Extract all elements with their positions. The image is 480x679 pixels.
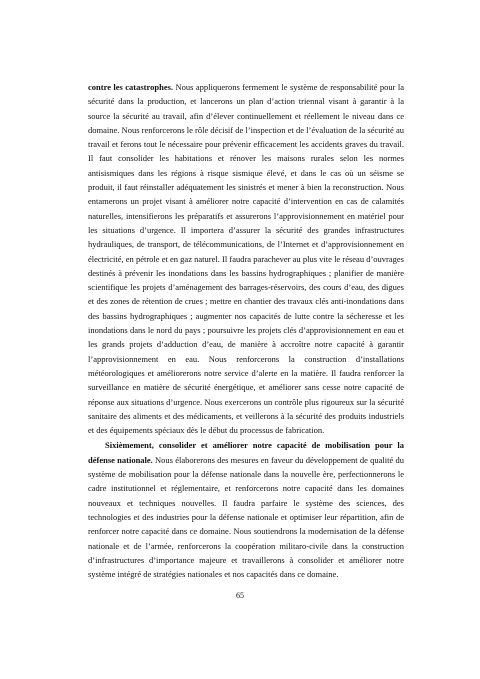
paragraph-national-defense [88, 438, 404, 581]
paragraph-lead-bold: contre les catastrophes. [88, 82, 174, 92]
paragraph-body: Nous appliquerons fermement le système de responsabilité pour la sécurité dans la production, et lancerons un plan d’action triennal visant à garantir à la source la sécurité au travail, afin d’élever continuellement et réellement le niveau dans ce domaine. Nous renforcerons le rôle décisif de l’inspection et de l’évaluation de la sécurité au travail et ferons tout le nécessaire pour prévenir efficacement les accidents graves du travail. Il faut consolider les habitations et rénover les maisons rurales selon les normes antisismiques dans les régions à risque sismique élevé, et dans le cas où un séisme se produit, il faut réinstaller adéquatement les sinistrés et mener à bien la reconstruction. Nous entamerons un projet visant à améliorer notre capacité d’intervention en cas de calamités naturelles, intensifierons les préparatifs et assurerons l’approvisionnement en matériel pour les situations d’urgence. Il importera d’assurer la sécurité des grandes infrastructures hydrauliques, de transport, de télécommunications, de l’Internet et d’approvisionnement en électricité, en pétrole et en gaz naturel. Il faudra parachever au plus vite le réseau d’ouvrages destinés à prévenir les inondations dans les bassins hydrographiques ; planifier de manière scientifique les projets d’aménagement des barrages-réservoirs, des cours d’eau, des digues et des zones de rétention de crues ; mettre en chantier des travaux clés anti-inondations dans des bassins hydrographiques ; augmenter nos capacités de lutte contre la sécheresse et les inondations dans le nord du pays ; poursuivre les projets clés d’approvisionnement en eau et les grands projets d’adduction d’eau, de manière à accroître notre capacité à garantir l’approvisionnement en eau. Nous renforcerons la construction d’installations météorologiques et améliorerons notre service d’alerte en la matière. Il faudra renforcer la surveillance en matière de sécurité énergétique, et améliorer sans cesse notre capacité de réponse aux situations d’urgence. Nous exercerons un contrôle plus rigoureux sur la sécurité sanitaire des aliments et des médicaments, et veillerons à la sécurité des produits industriels et des équipements spéciaux dès le début du processus de fabrication. [88, 82, 405, 436]
page-number: 65 [236, 591, 244, 600]
paragraph-disaster-prevention [88, 80, 404, 437]
paragraph-body: Nous élaborerons des mesures en faveur du développement de qualité du système de mobilisation pour la défense nationale dans la nouvelle ère, perfectionnerons le cadre institutionnel et réglementaire, et renforcerons notre capacité dans les domaines nouveaux et techniques nouvelles. Il faudra parfaire le système des sciences, des technologies et des industries pour la défense nationale et optimiser leur répartition, afin de renforcer notre capacité dans ce domaine. Nous soutiendrons la modernisation de la défense nationale et de l’armée, renforcerons la coopération militaro-civile dans la construction d’infrastructures d’importance majeure et travaillerons à consolider et améliorer notre système intégré de stratégies nationales et nos capacités dans ce domaine. [88, 454, 404, 580]
paragraph-lead-bold: Sixièmement, consolider et améliorer notre capacité de mobilisation pour la défense nationale. [88, 440, 404, 465]
body-text [88, 80, 404, 581]
